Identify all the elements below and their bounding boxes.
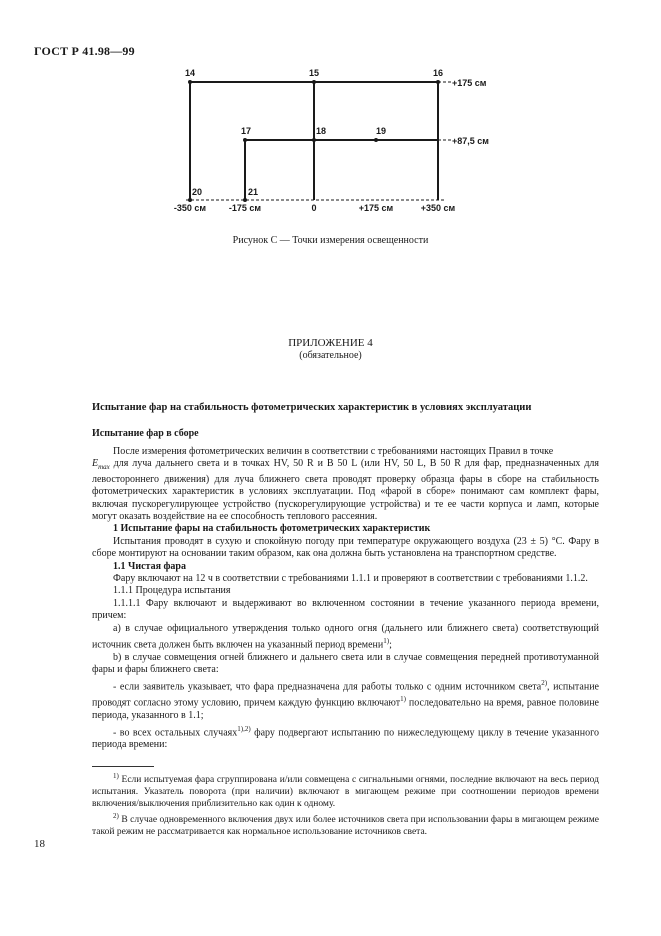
- label-point-18: 18: [316, 126, 327, 136]
- heading-1-1: 1.1 Чистая фара: [113, 560, 186, 572]
- point-18: [312, 138, 316, 142]
- figure-caption: Рисунок С — Точки измерения освещенности: [232, 235, 429, 246]
- measurement-points-figure: [0, 60, 661, 220]
- paragraph-7: b) в случае совмещения огней ближнего и дальнего света или в случае совмещения передней противотуманной фары и фары ближнего света:: [92, 651, 599, 676]
- label-zero: 0: [311, 203, 317, 213]
- label-point-15: 15: [309, 68, 320, 78]
- label-point-14: 14: [185, 68, 196, 78]
- label-minus-175: -175 см: [228, 203, 262, 213]
- subheading: Испытание фар в сборе: [92, 428, 199, 439]
- point-19: [374, 138, 378, 142]
- label-plus-350: +350 см: [420, 203, 456, 213]
- paragraph-8: - если заявитель указывает, что фара предназначена для работы только с одним источником света$^{2)}$, испытание проводят согласно этому условию, причем каждую функцию включают$^{1)}$ последовательно на время, равное половине периода, указанного в 1.1;: [92, 678, 599, 722]
- appendix-title: ПРИЛОЖЕНИЕ 4: [288, 337, 373, 349]
- label-minus-350: -350 см: [173, 203, 207, 213]
- paragraph-2: Испытания проводят в сухую и спокойную погоду при температуре окружающего воздуха (23 ± 5) °C. Фару в сборе монтируют на основании таким образом, как она должна быть установлена на транспортном средстве.: [92, 535, 599, 560]
- point-14: [188, 80, 192, 84]
- heading-1: 1 Испытание фары на стабильность фотометрических характеристик: [113, 523, 431, 535]
- label-point-19: 19: [376, 126, 387, 136]
- paragraph-6: a) в случае официального утверждения только одного огня (дальнего или ближнего света) соответствующий источник света должен быть включен на указанный период времени$^{1)}$;: [92, 622, 599, 651]
- document-header: ГОСТ Р 41.98—99: [34, 44, 135, 58]
- paragraph-3: Фару включают на 12 ч в соответствии с требованиями 1.1.1 и проверяют в соответствии с требованиями 1.1.2.: [113, 573, 588, 585]
- point-16: [436, 80, 440, 84]
- footnote-2: $^{2)}$ В случае одновременного включения двух или более источников света при использовании фары в мигающем режиме такой режим не рассматривается как нормальное использование источников света.: [92, 812, 599, 838]
- paragraph-1: После измерения фотометрических величин в соответствии с требованиями настоящих Правил в точке $E_{max}$ для луча дальнего света и в точках HV, 50 R и B 50 L (или HV, 50 L, B 50 R для фар, предназначенных для левостороннего движения) для луча ближнего света проводят проверку образца фары в сборе на стабильность фотометрических характеристик в условиях эксплуатации. Под «фарой в сборе» понимают сам комплект фары, включая пускорегулирующее устройство (пускорегулирующие устройства) и те ее части корпуса и ламп, которые могут оказать воздействие на ее способность теплового рассеяния.: [92, 446, 599, 523]
- paragraph-5: 1.1.1.1 Фару включают и выдерживают во включенном состоянии в течение указанного периода времени, причем:: [92, 597, 599, 622]
- label-point-16: 16: [433, 68, 444, 78]
- label-plus-175: +175 см: [452, 78, 487, 88]
- paragraph-9: - во всех остальных случаях$^{1),2)}$ фару подвергают испытанию по нижеследующему циклу в течение указанного периода времени:: [92, 724, 599, 751]
- body-text: [92, 446, 599, 752]
- section-title: Испытание фар на стабильность фотометрических характеристик в условиях эксплуатации: [92, 402, 532, 413]
- point-17: [243, 138, 247, 142]
- footnote-1: $^{1)}$ Если испытуемая фара сгруппирована и/или совмещена с сигнальными огнями, последние включают на весь период испытания. Указатель поворота (при наличии) включают в мигающем режиме при соотношении периодов времени включения/выключения приблизительно как один к одному.: [92, 772, 599, 810]
- footnote-separator: [92, 766, 154, 767]
- footnotes: [92, 770, 599, 838]
- point-20: [188, 198, 192, 202]
- label-plus-87-5: +87,5 см: [452, 136, 489, 146]
- appendix-subtitle: (обязательное): [299, 350, 362, 361]
- label-plus-175-x: +175 см: [358, 203, 394, 213]
- label-point-17: 17: [241, 126, 252, 136]
- paragraph-4: 1.1.1 Процедура испытания: [113, 585, 231, 597]
- label-point-21: 21: [248, 187, 259, 197]
- page-number: 18: [34, 838, 45, 850]
- point-15: [312, 80, 316, 84]
- point-21: [243, 198, 247, 202]
- label-point-20: 20: [192, 187, 203, 197]
